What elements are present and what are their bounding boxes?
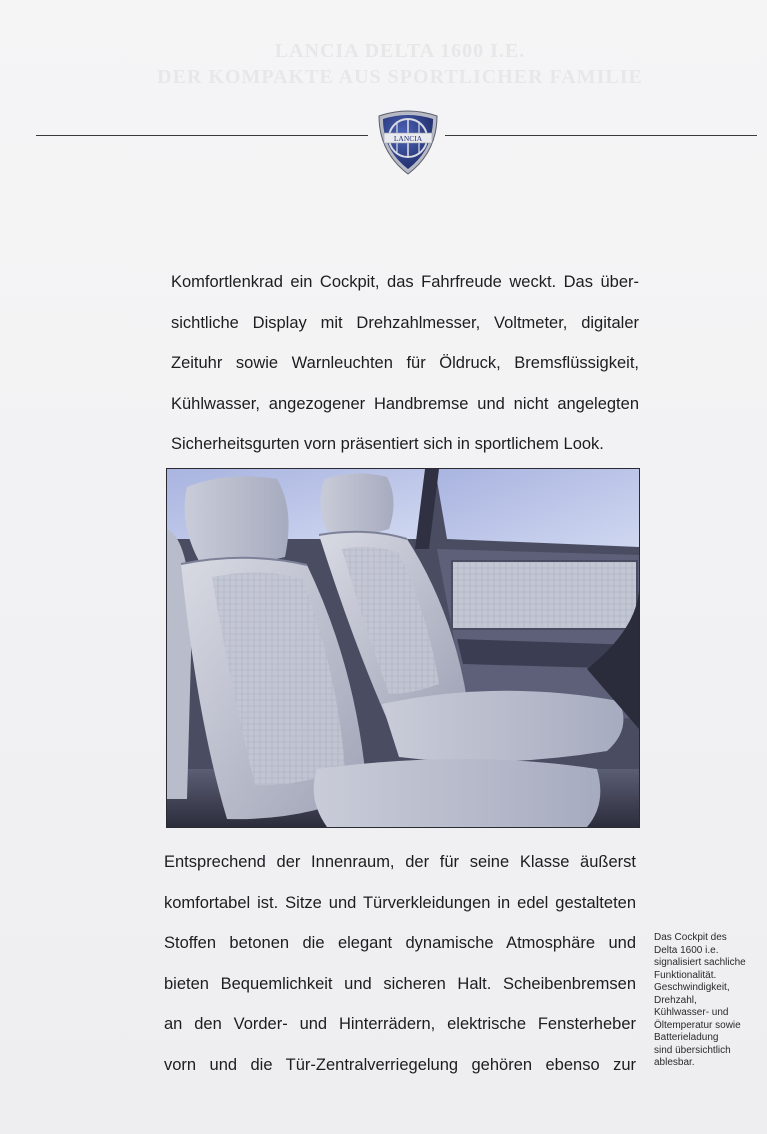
logo-text: LANCIA <box>393 134 423 143</box>
caption-line: Geschwindigkeit, <box>654 982 730 993</box>
caption-line: Kühlwasser- und <box>654 1007 729 1018</box>
paragraph-bottom-line: bieten Bequemlichkeit und sicheren Halt. Scheibenbremsen <box>164 974 636 993</box>
paragraph-bottom-line: Entsprechend der Innenraum, der für seine Klasse äußerst <box>164 853 636 871</box>
paragraph-top-line: sichtliche Display mit Drehzahlmesser, Voltmeter, digitaler <box>171 313 639 332</box>
caption-line: sind übersichtlich <box>654 1044 731 1056</box>
car-seats-photo <box>166 468 640 828</box>
caption-line: ablesbar. <box>654 1057 695 1068</box>
caption-line: Das Cockpit des <box>654 932 727 943</box>
caption-line: Batterieladung <box>654 1032 719 1043</box>
paragraph-top <box>171 262 639 465</box>
paragraph-top-line: Zeituhr sowie Warnleuchten für Öldruck, Bremsflüssigkeit, <box>171 354 639 372</box>
paragraph-top-line: Komfortlenkrad ein Cockpit, das Fahrfreude weckt. Das über- <box>171 273 639 291</box>
lancia-emblem-icon <box>375 108 441 176</box>
caption-line: signalisiert sachliche <box>654 957 746 968</box>
paragraph-bottom-line: vorn und die Tür-Zentralverriegelung gehören ebenso zur <box>164 1055 636 1074</box>
caption-line: Drehzahl, <box>654 994 697 1006</box>
paragraph-bottom-line: an den Vorder- und Hinterrädern, elektrische Fensterheber <box>164 1015 636 1033</box>
paragraph-bottom-line: komfortabel ist. Sitze und Türverkleidungen in edel gestalteten <box>164 893 636 912</box>
ghost-heading-line1: LANCIA DELTA 1600 I.E. <box>274 40 526 62</box>
paragraph-bottom-line: Stoffen betonen die elegant dynamische Atmosphäre und <box>164 934 636 952</box>
caption-line: Delta 1600 i.e. <box>654 944 719 956</box>
paragraph-top-line: Kühlwasser, angezogener Handbremse und nicht angelegten <box>171 394 639 413</box>
side-caption <box>654 932 759 1070</box>
ghost-heading-line2: DER KOMPAKTE AUS SPORTLICHER FAMILIE <box>157 66 643 88</box>
caption-line: Funktionalität. <box>654 969 717 981</box>
paragraph-bottom <box>164 842 636 1085</box>
divider-left <box>36 135 368 136</box>
paragraph-top-line: Sicherheitsgurten vorn präsentiert sich in sportlichem Look. <box>171 435 604 453</box>
divider-right <box>445 135 757 136</box>
caption-line: Öltemperatur sowie <box>654 1019 741 1031</box>
